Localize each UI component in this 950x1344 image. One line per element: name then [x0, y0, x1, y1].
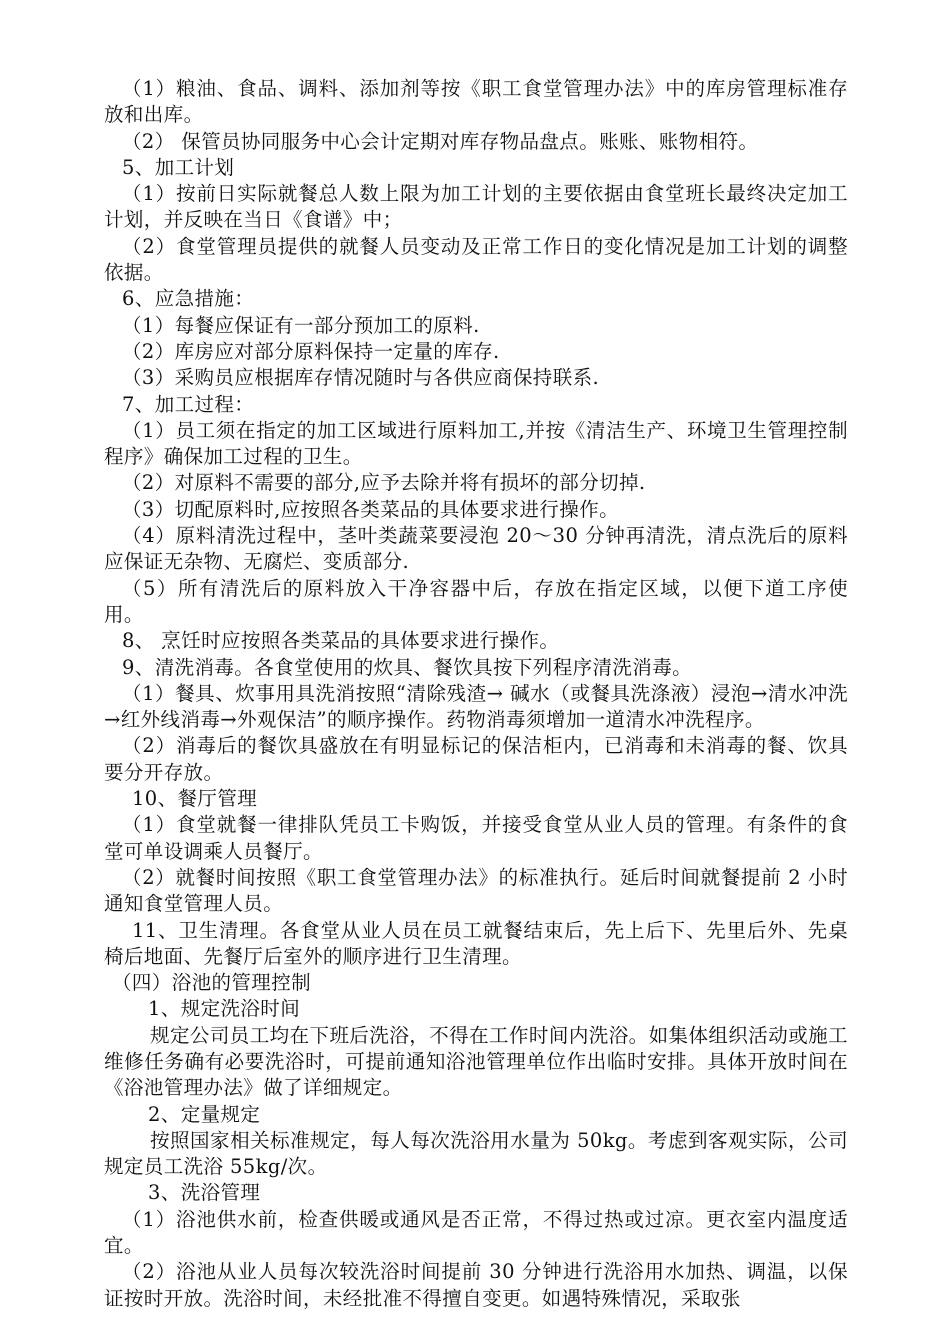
- section-heading: 2、定量规定: [148, 1102, 261, 1126]
- paragraph: （5）所有清洗后的原料放入干净容器中后，存放在指定区域，以便下道工序使用。: [104, 576, 848, 626]
- paragraph: 9、清洗消毒。各食堂使用的炊具、餐饮具按下列程序清洗消毒。: [122, 655, 693, 679]
- paragraph: （3）切配原料时,应按照各类菜品的具体要求进行操作。: [122, 497, 620, 521]
- paragraph: （2）消毒后的餐饮具盛放在有明显标记的保洁柜内，已消毒和未消毒的餐、饮具要分开存放。: [104, 734, 848, 784]
- paragraph: （2）浴池从业人员每次较洗浴时间提前 30 分钟进行洗浴用水加热、调温，以保证按时开放。洗浴时间，未经批准不得擅自变更。如遇特殊情况，采取张: [104, 1260, 848, 1310]
- paragraph: （1）食堂就餐一律排队凭员工卡购饭，并接受食堂从业人员的管理。有条件的食堂可单设调乘人员餐厅。: [104, 813, 848, 863]
- paragraph: 8、 烹饪时应按照各类菜品的具体要求进行操作。: [122, 629, 560, 653]
- section-heading: 7、加工过程：: [122, 392, 255, 416]
- paragraph: （3）采购员应根据库存情况随时与各供应商保持联系.: [122, 366, 600, 390]
- section-heading: 3、洗浴管理: [148, 1181, 261, 1205]
- paragraph: （2）食堂管理员提供的就餐人员变动及正常工作日的变化情况是加工计划的调整依据。: [104, 234, 848, 285]
- section-heading: 5、加工计划: [122, 155, 235, 179]
- paragraph: 规定公司员工均在下班后洗浴，不得在工作时间内洗浴。如集体组织活动或施工维修任务确有必要洗浴时，可提前通知浴池管理单位作出临时安排。具体开放时间在《浴池管理办法》做了详细规定。: [104, 1023, 848, 1100]
- paragraph: （1）浴池供水前，检查供暖或通风是否正常，不得过热或过凉。更衣室内温度适宜。: [104, 1207, 848, 1258]
- paragraph: （2）就餐时间按照《职工食堂管理办法》的标准执行。延后时间就餐提前 2 小时通知食堂管理人员。: [104, 865, 848, 916]
- paragraph: （2）库房应对部分原料保持一定量的库存.: [122, 339, 500, 363]
- paragraph: 按照国家相关标准规定，每人每次洗浴用水量为 50kg。考虑到客观实际，公司规定员工洗浴 55kg/次。: [104, 1128, 848, 1179]
- paragraph: （1）粮油、食品、调料、添加剂等按《职工食堂管理办法》中的库房管理标准存放和出库。: [104, 77, 848, 127]
- paragraph: （4）原料清洗过程中，茎叶类蔬菜要浸泡 20～30 分钟再清洗，清点洗后的原料应保证无杂物、无腐烂、变质部分.: [104, 524, 848, 574]
- paragraph: 11、卫生清理。各食堂从业人员在员工就餐结束后，先上后下、先里后外、先桌椅后地面、先餐厅后室外的顺序进行卫生清理。: [104, 918, 848, 968]
- section-heading: 1、规定洗浴时间: [148, 997, 301, 1021]
- paragraph: （2）对原料不需要的部分,应予去除并将有损坏的部分切掉.: [122, 471, 646, 495]
- section-heading: 10、餐厅管理: [132, 787, 258, 811]
- paragraph: （1）员工须在指定的加工区域进行原料加工,并按《清洁生产、环境卫生管理控制程序》确保加工过程的卫生。: [104, 418, 848, 469]
- paragraph: （1）按前日实际就餐总人数上限为加工计划的主要依据由食堂班长最终决定加工计划，并反映在当日《食谱》中；: [104, 182, 848, 232]
- section-heading: （四）浴池的管理控制: [112, 971, 312, 995]
- paragraph: （2） 保管员协同服务中心会计定期对库存物品盘点。账账、账物相符。: [122, 129, 759, 153]
- paragraph: （1）每餐应保证有一部分预加工的原料.: [122, 313, 480, 337]
- section-heading: 6、应急措施：: [122, 287, 255, 311]
- paragraph: （1）餐具、炊事用具洗消按照“清除残渣→ 碱水（或餐具洗涤液）浸泡→清水冲洗→红外线消毒→外观保洁”的顺序操作。药物消毒须增加一道清水冲洗程序。: [104, 681, 848, 732]
